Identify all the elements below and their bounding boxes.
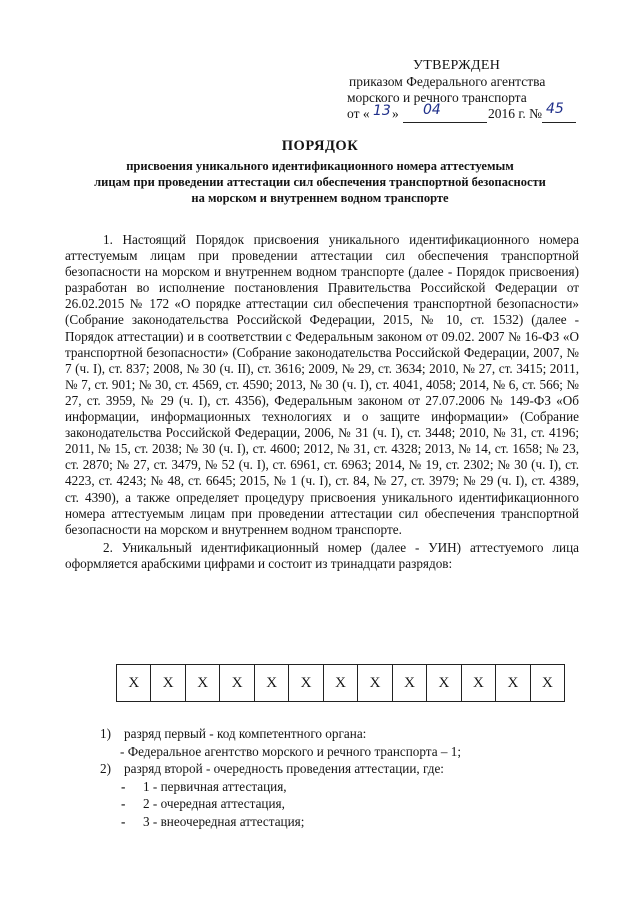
uin-cell: X xyxy=(427,665,461,701)
subtitle-line-3: на морском и внутреннем водном транспорте xyxy=(191,191,449,205)
date-prefix: от « xyxy=(347,106,370,121)
uin-cell: X xyxy=(289,665,323,701)
uin-cell: X xyxy=(186,665,220,701)
approval-line-2: морского и речного транспорта xyxy=(347,90,527,105)
option-text: 3 - внеочередная аттестация; xyxy=(143,813,305,829)
paragraph-1: 1. Настоящий Порядок присвоения уникального идентификационного номера аттестуемым лицам при проведении аттестации сил обеспечения транспортной безопасности на морском и внутреннем водном транспорте (далее - Порядок присвоения) разработан во исполнение постановления Правительства Российской Федерации от 26.02.2015 № 172 «О порядке аттестации сил обеспечения транспортной безопасности» (Собрание законодательства Российской Федерации, 2015, № 10, ст. 1532) (далее - Порядок аттестации) и в соответствии с Федеральным законом от 09.02. 2007 № 16-ФЗ «О транспортной безопасности» (Собрание законодательства Российской Федерации, 2007, № 7 (ч. I), ст. 837; 2008, № 30 (ч. II), ст. 3616; 2009, № 29, ст. 3634; 2010, № 27, ст. 3415; 2011, № 7, ст. 901; № 30, ст. 4569, ст. 4590; 2013, № 30 (ч. I), ст. 4041, 4058; 2014, № 6, ст. 566; № 27, ст. 3959, № 29 (ч. I), ст. 4356), Федеральным законом от 27.07.2006 № 149-ФЗ «Об информации, информационных технологиях и о защите информации» (Собрание законодательства Российской Федерации, 2006, № 31 (ч. I), ст. 3448; 2010, № 31, ст. 4196; 2011, № 15, ст. 2038; № 30 (ч. I), ст. 4600; 2012, № 31, ст. 4328; 2013, № 14, ст. 1658; № 23, ст. 2870; № 27, ст. 3479, № 52 (ч. I), ст. 6961, ст. 6963; 2014, № 19, ст. 2302; № 30 (ч. I), ст. 4223, ст. 4243; № 48, ст. 6645; 2015, № 1 (ч. I), ст. 84, № 27, ст. 3979; № 29 (ч. I), ст. 4389, ст. 4390), а также определяет процедуру присвоения уникального идентификационного номера аттестуемым лицам при проведении аттестации сил обеспечения транспортной безопасности на морском и внутреннем водном транспорте. xyxy=(65,232,579,537)
uin-cell: X xyxy=(220,665,254,701)
uin-cell: X xyxy=(462,665,496,701)
approval-stamp xyxy=(345,58,585,124)
option-item xyxy=(100,795,580,813)
uin-cell: X xyxy=(117,665,151,701)
month-underline xyxy=(403,106,487,123)
subtitle-line-2: лицам при проведении аттестации сил обеспечения транспортной безопасности xyxy=(94,175,546,189)
date-year: 2016 г. № xyxy=(488,106,543,121)
uin-cell: X xyxy=(541,674,553,691)
list-item-text: разряд второй - очередность проведения аттестации, где: xyxy=(124,761,444,776)
dash-bullet: - xyxy=(121,778,126,794)
uin-cell: X xyxy=(358,665,392,701)
approval-line-1: приказом Федерального агентства xyxy=(349,74,546,89)
uin-cell: X xyxy=(255,665,289,701)
list-item xyxy=(100,760,580,778)
date-month: 04 xyxy=(423,102,441,118)
order-number: 45 xyxy=(546,101,564,117)
document-title: ПОРЯДОК xyxy=(281,138,359,154)
dash-bullet: - xyxy=(121,796,126,811)
document-body xyxy=(65,232,579,572)
uin-digit-table xyxy=(116,664,565,702)
option-item xyxy=(100,813,580,831)
option-text: 2 - очередная аттестация, xyxy=(143,796,285,811)
dash-bullet: - xyxy=(121,813,126,829)
list-item-number: 1) xyxy=(100,726,111,741)
digit-description-list xyxy=(100,725,580,830)
approval-heading: УТВЕРЖДЕН xyxy=(413,58,501,73)
uin-cell: X xyxy=(324,665,358,701)
list-item-text: разряд первый - код компетентного органа: xyxy=(124,726,367,741)
approval-date-line xyxy=(345,101,585,124)
document-subtitle xyxy=(60,158,580,206)
uin-cell: X xyxy=(151,665,185,701)
date-day-suffix: » xyxy=(392,106,399,121)
list-item-subline: - Федеральное агентство морского и речного транспорта – 1; xyxy=(120,743,462,759)
list-item-number: 2) xyxy=(100,761,111,776)
subtitle-line-1: присвоения уникального идентификационного номера аттестуемым xyxy=(126,159,514,173)
uin-cell: X xyxy=(393,665,427,701)
option-item xyxy=(100,778,580,796)
list-item xyxy=(100,725,580,743)
date-day: 13 xyxy=(373,103,391,119)
option-text: 1 - первичная аттестация, xyxy=(143,778,287,794)
uin-cell: X xyxy=(496,665,530,701)
paragraph-2: 2. Уникальный идентификационный номер (далее - УИН) аттестуемого лица оформляется арабскими цифрами и состоит из тринадцати разрядов: xyxy=(65,539,579,571)
